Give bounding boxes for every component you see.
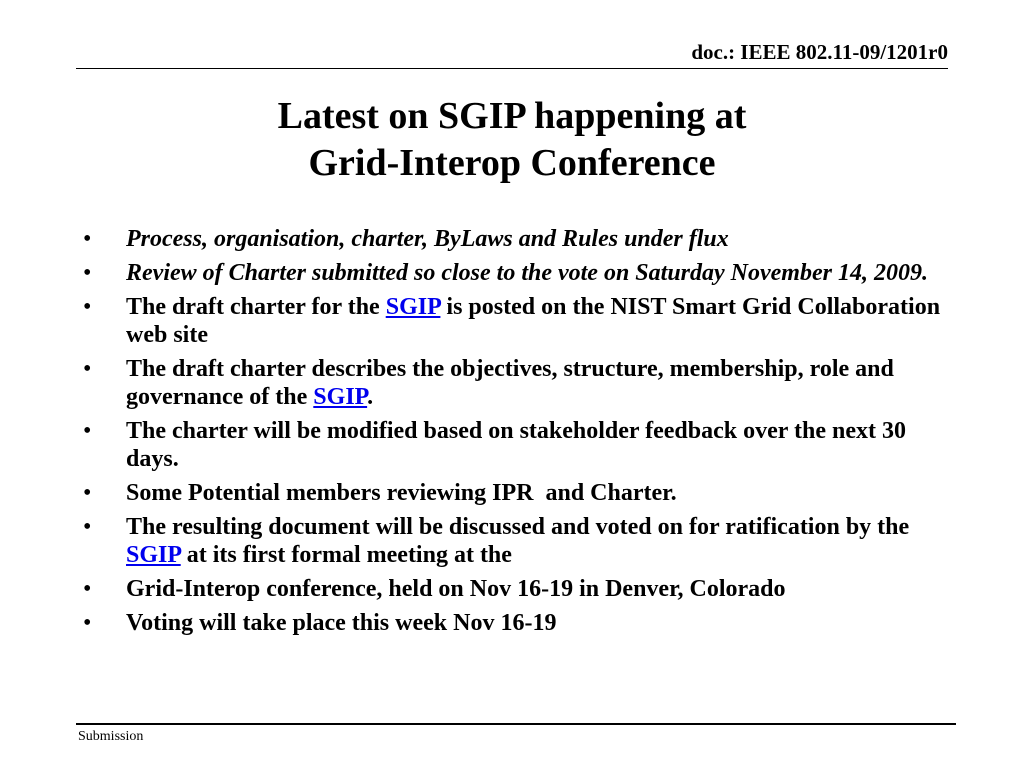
bullet-text: Voting will take place this week Nov 16-19 bbox=[126, 610, 557, 636]
bullet-text: The resulting document will be discussed and voted on for ratification by the bbox=[126, 514, 910, 540]
bullet-text: Grid-Interop conference, held on Nov 16-19 in Denver, Colorado bbox=[126, 576, 786, 602]
bullet-text: Some Potential members reviewing IPR and Charter. bbox=[126, 480, 677, 506]
slide-title bbox=[0, 93, 1024, 187]
bullet-text: at its first formal meeting at the bbox=[180, 542, 512, 568]
bullet-text: is posted on the NIST Smart Grid Collaboration web site bbox=[126, 294, 941, 348]
bullet-item bbox=[83, 355, 943, 411]
bullet-item bbox=[83, 609, 943, 637]
bullet-icon: • bbox=[83, 576, 92, 602]
document-id: doc.: IEEE 802.11-09/1201r0 bbox=[691, 40, 948, 64]
bullet-item bbox=[83, 293, 943, 349]
bullet-item bbox=[83, 259, 943, 287]
bullet-icon: • bbox=[83, 226, 92, 252]
bullet-item bbox=[83, 479, 943, 507]
bullet-item bbox=[83, 225, 943, 253]
bullet-text: Process, organisation, charter, ByLaws and Rules under flux bbox=[126, 226, 729, 252]
bullet-text: The charter will be modified based on stakeholder feedback over the next 30 days. bbox=[126, 418, 906, 472]
sgip-link[interactable]: SGIP bbox=[126, 542, 181, 568]
bullet-item bbox=[83, 575, 943, 603]
bullet-icon: • bbox=[83, 356, 92, 382]
slide-title-line-2: Grid-Interop Conference bbox=[308, 142, 716, 184]
bullet-text: . bbox=[367, 384, 374, 410]
bullet-icon: • bbox=[83, 514, 92, 540]
bullet-text: The draft charter for the bbox=[126, 294, 386, 320]
bullet-icon: • bbox=[83, 294, 92, 320]
header-divider bbox=[76, 68, 948, 69]
bullet-text: Review of Charter submitted so close to the vote on Saturday November 14, 2009. bbox=[126, 260, 928, 286]
bullet-icon: • bbox=[83, 418, 92, 444]
footer-label: Submission bbox=[78, 729, 144, 744]
bullet-text: The draft charter describes the objectives, structure, membership, role and governance of the bbox=[126, 356, 894, 410]
bullet-list bbox=[83, 225, 943, 643]
sgip-link[interactable]: SGIP bbox=[385, 294, 441, 320]
sgip-link[interactable]: SGIP bbox=[313, 384, 368, 410]
slide-title-line-1: Latest on SGIP happening at bbox=[277, 95, 747, 137]
bullet-icon: • bbox=[83, 480, 92, 506]
bullet-item bbox=[83, 513, 943, 569]
bullet-item bbox=[83, 417, 943, 473]
bullet-icon: • bbox=[83, 260, 92, 286]
footer-divider bbox=[76, 723, 956, 725]
bullet-icon: • bbox=[83, 610, 92, 636]
